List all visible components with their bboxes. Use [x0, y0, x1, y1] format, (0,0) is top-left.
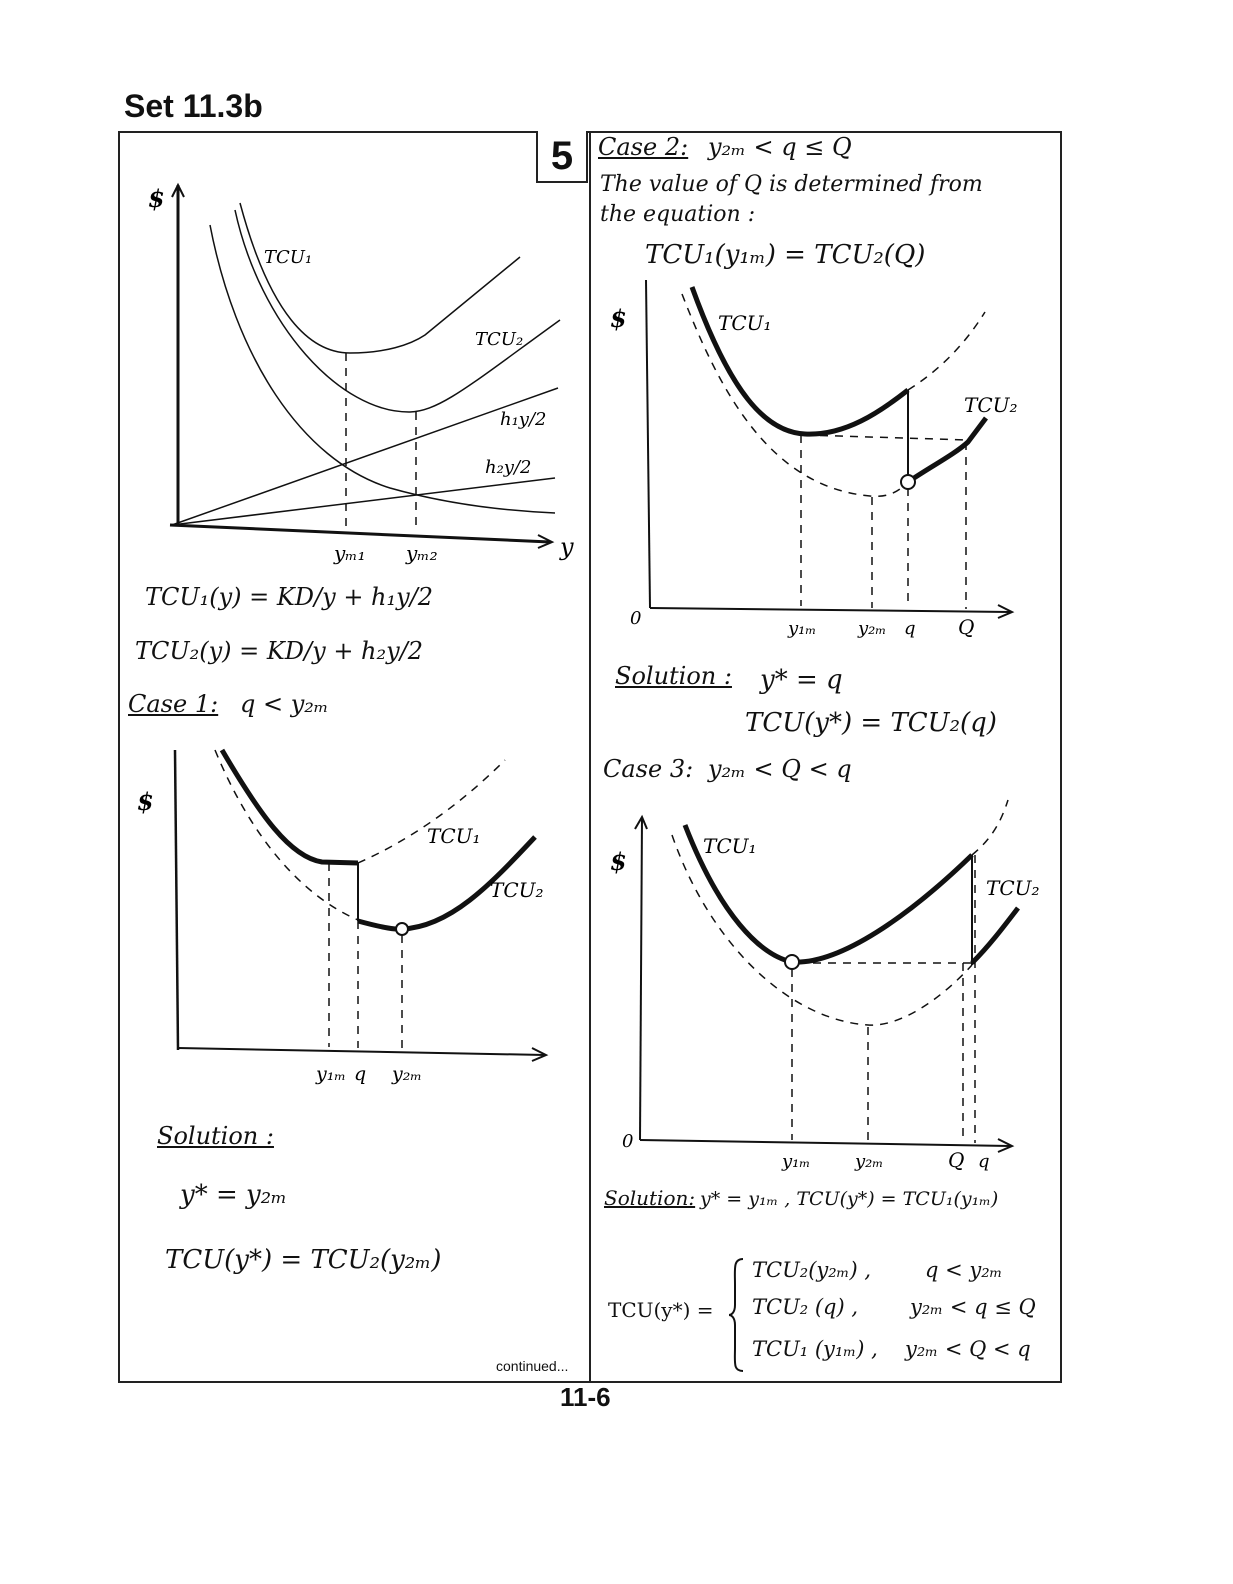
case2-note-line2: the equation :: [600, 202, 756, 227]
fig3-tick-y2m: y₂ₘ: [858, 618, 887, 639]
case2-solution-label: Solution :: [615, 662, 732, 690]
case2-equation: TCU₁(y₁ₘ) = TCU₂(Q): [645, 240, 926, 270]
summary-case-3-value: TCU₁ (y₁ₘ) ,: [752, 1337, 878, 1361]
summary-case-2-value: TCU₂ (q) ,: [752, 1295, 859, 1319]
fig2-y-axis-label: $: [137, 787, 154, 816]
fig1-label-h2: h₂y/2: [485, 457, 532, 478]
fig4-label-tcu2: TCU₂: [986, 876, 1040, 900]
case2-solution-y: y* = q: [760, 665, 843, 695]
fig3-origin-label: 0: [630, 608, 642, 629]
case1-solution-label: Solution :: [157, 1122, 274, 1150]
case3-solution-text: y* = y₁ₘ , TCU(y*) = TCU₁(y₁ₘ): [700, 1188, 999, 1210]
fig1-label-tcu2: TCU₂: [475, 329, 524, 350]
summary-case-1-value: TCU₂(y₂ₘ) ,: [752, 1258, 872, 1282]
equation-tcu2: TCU₂(y) = KD/y + h₂y/2: [135, 637, 424, 665]
case3-title: Case 3:: [603, 755, 694, 783]
fig2-label-tcu2: TCU₂: [490, 878, 544, 902]
fig2-label-tcu1: TCU₁: [427, 824, 481, 848]
page-header-title: Set 11.3b: [124, 88, 263, 124]
case2-note-line1: The value of Q is determined from: [600, 172, 983, 197]
case1-solution-tcu: TCU(y*) = TCU₂(y₂ₘ): [165, 1245, 442, 1275]
summary-brace: [727, 1255, 747, 1375]
fig1-label-tcu1: TCU₁: [264, 247, 313, 268]
fig1-y-axis-label: $: [148, 184, 165, 213]
case2-solution-tcu: TCU(y*) = TCU₂(q): [745, 708, 997, 738]
figure-2-case1: [130, 745, 560, 1090]
fig4-tick-Q: Q: [948, 1148, 965, 1172]
case1-solution-y: y* = y₂ₘ: [180, 1180, 288, 1210]
fig3-y-axis-label: $: [610, 304, 627, 333]
case3-solution-label: Solution:: [604, 1186, 696, 1210]
problem-number-box: 5: [536, 131, 588, 183]
fig2-tick-y1m: y₁ₘ: [316, 1063, 347, 1085]
fig4-origin-label: 0: [622, 1131, 634, 1152]
figure-1-cost-curves: [140, 175, 585, 575]
fig2-tick-y2m: y₂ₘ: [392, 1063, 423, 1085]
fig4-tick-q: q: [978, 1151, 990, 1172]
fig1-x-axis-label: y: [560, 533, 574, 561]
fig3-label-tcu2: TCU₂: [964, 393, 1018, 417]
summary-case-3-condition: y₂ₘ < Q < q: [905, 1337, 1031, 1361]
fig3-tick-y1m: y₁ₘ: [788, 618, 817, 639]
summary-case-2-condition: y₂ₘ < q ≤ Q: [910, 1295, 1036, 1319]
fig1-tick-ym1: yₘ₁: [334, 541, 366, 565]
fig4-tick-y1m: y₁ₘ: [782, 1151, 811, 1172]
case3-condition: y₂ₘ < Q < q: [708, 755, 852, 783]
continued-note: continued...: [496, 1358, 569, 1374]
case1-condition: q < y₂ₘ: [240, 690, 329, 718]
figure-4-case3: [600, 805, 1040, 1175]
case2-condition: y₂ₘ < q ≤ Q: [708, 133, 852, 161]
case2-title: Case 2:: [598, 133, 689, 161]
summary-case-1-condition: q < y₂ₘ: [925, 1258, 1003, 1282]
summary-lhs: TCU(y*) =: [608, 1298, 714, 1322]
fig1-label-h1: h₁y/2: [500, 409, 547, 430]
fig1-tick-ym2: yₘ₂: [406, 541, 438, 565]
fig3-label-tcu1: TCU₁: [718, 311, 772, 335]
figure-3-case2: [600, 272, 1030, 652]
fig4-tick-y2m: y₂ₘ: [855, 1151, 884, 1172]
fig4-label-tcu1: TCU₁: [703, 834, 757, 858]
column-divider: [589, 131, 591, 1383]
fig3-tick-Q: Q: [958, 615, 975, 639]
fig4-y-axis-label: $: [610, 847, 627, 876]
page-number: 11-6: [560, 1382, 611, 1412]
case1-title: Case 1:: [128, 690, 219, 718]
fig3-tick-q: q: [904, 618, 916, 639]
equation-tcu1: TCU₁(y) = KD/y + h₁y/2: [145, 583, 434, 611]
fig2-tick-q: q: [354, 1063, 367, 1085]
